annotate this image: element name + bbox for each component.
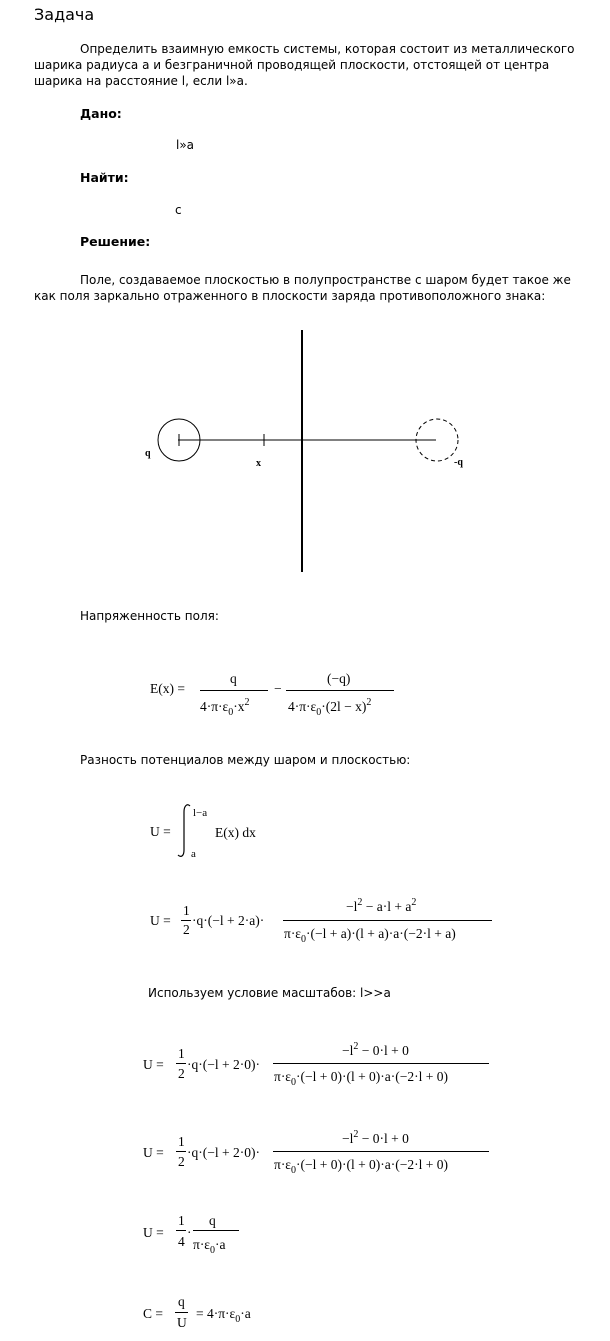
solution-heading: Решение: <box>80 234 151 249</box>
U5-rnum: q <box>209 1213 216 1228</box>
U2-rnum: $-l^2 - a\cdot l + a^2$ <box>346 897 417 914</box>
U5-fraction-bar <box>176 1230 186 1231</box>
C-num: q <box>178 1294 185 1309</box>
page-title: Задача <box>34 5 95 24</box>
U2-right-fraction-bar <box>283 920 492 921</box>
E-den2: $4\cdot\pi\cdot\varepsilon_0\cdot(2l - x)^2$ <box>288 697 372 718</box>
U2-lhs: U = <box>150 913 171 928</box>
U4-lhs: U = <box>143 1145 164 1160</box>
U4-mid: ·q·(−l + 2·0)· <box>187 1145 260 1160</box>
C-lhs: C = <box>143 1306 163 1321</box>
find-heading: Найти: <box>80 170 129 185</box>
given-value: l»a <box>176 138 195 152</box>
mirror-charge-label: -q <box>454 457 463 468</box>
U5-lhs: U = <box>143 1225 164 1240</box>
U4-rnum: $-l^2 - 0\cdot l + 0$ <box>342 1129 409 1146</box>
U4-rden: $\pi\cdot\varepsilon_0\cdot(-l + 0)\cdot(l + 0)\cdot a\cdot(-2\cdot l + 0)$ <box>274 1157 448 1176</box>
E-lhs: E(x) = <box>150 681 185 696</box>
find-value: c <box>175 203 182 217</box>
U3-right-fraction-bar <box>273 1063 489 1064</box>
U2-mid: ·q·(−l + 2·a)· <box>192 913 265 928</box>
E-minus: − <box>274 681 282 696</box>
U5-den: 4 <box>178 1234 185 1249</box>
U4-num: 1 <box>178 1134 185 1149</box>
problem-line-1: Определить взаимную емкость системы, которая состоит из металлического <box>80 42 575 56</box>
problem-line-2: шарика радиуса а и безграничной проводящей плоскости, отстоящей от центра <box>34 58 550 72</box>
U3-mid: ·q·(−l + 2·0)· <box>187 1057 260 1072</box>
field-heading: Напряженность поля: <box>80 609 219 623</box>
C-rhs: = $4\cdot\pi\cdot\varepsilon_0\cdot a$ <box>196 1306 251 1325</box>
C-fraction-bar <box>175 1312 188 1313</box>
U3-den: 2 <box>178 1066 185 1081</box>
U3-fraction-bar <box>176 1063 186 1064</box>
U2-fraction-bar <box>181 920 191 921</box>
U2-rden: $\pi\cdot\varepsilon_0\cdot(-l + a)\cdot(l + a)\cdot a\cdot(-2\cdot l + a)$ <box>284 926 456 945</box>
U4-den: 2 <box>178 1154 185 1169</box>
U3-rden: $\pi\cdot\varepsilon_0\cdot(-l + 0)\cdot(l + 0)\cdot a\cdot(-2\cdot l + 0)$ <box>274 1069 448 1088</box>
potential-heading: Разность потенциалов между шаром и плоскостью: <box>80 753 411 767</box>
U4-fraction-bar <box>176 1151 186 1152</box>
explanation-line-2: как поля заркально отраженного в плоскости заряда противоположного знака: <box>34 289 546 303</box>
C-den: U <box>177 1315 187 1330</box>
x-label: x <box>256 458 261 469</box>
E-num2: (−q) <box>327 671 351 686</box>
U3-rnum: $-l^2 - 0\cdot l + 0$ <box>342 1041 409 1058</box>
charge-q-label: q <box>145 448 151 459</box>
U5-dot: · <box>187 1225 192 1240</box>
U5-right-fraction-bar <box>193 1230 239 1231</box>
U3-num: 1 <box>178 1046 185 1061</box>
problem-line-3: шарика на расстояние l, если l»a. <box>34 74 248 88</box>
U2-num: 1 <box>183 903 190 918</box>
U5-rden: $\pi\cdot\varepsilon_0\cdot a$ <box>193 1237 226 1256</box>
U2-den: 2 <box>183 922 190 937</box>
U5-num: 1 <box>178 1213 185 1228</box>
U1-lower-limit: a <box>191 848 196 860</box>
explanation-line-1: Поле, создаваемое плоскостью в полупространстве с шаром будет такое же <box>80 273 571 287</box>
E-num1: q <box>230 671 237 686</box>
U1-lhs: U = <box>150 824 171 839</box>
E-den1: $4\cdot\pi\cdot\varepsilon_0\cdot x^2$ <box>200 697 250 718</box>
given-heading: Дано: <box>80 106 122 121</box>
scale-heading: Используем условие масштабов: l>>a <box>148 986 391 1000</box>
U1-integrand: E(x) dx <box>215 825 256 840</box>
U1-upper-limit: l−a <box>193 807 208 819</box>
U3-lhs: U = <box>143 1057 164 1072</box>
U4-right-fraction-bar <box>273 1151 489 1152</box>
